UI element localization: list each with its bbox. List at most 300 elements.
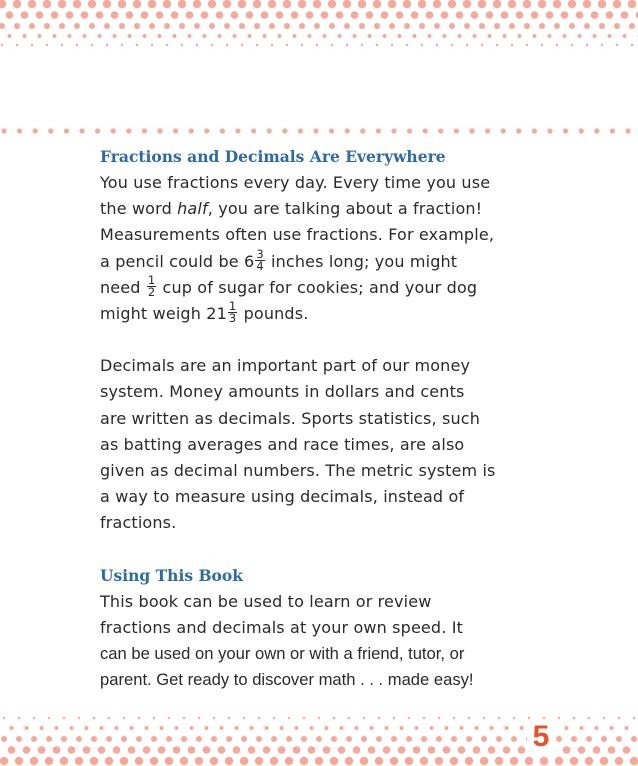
decorative-dot	[625, 726, 629, 730]
decorative-dot	[396, 11, 404, 19]
decorative-dot	[481, 44, 483, 46]
text-line: Decimals are an important part of our money	[100, 356, 471, 376]
decorative-dot	[149, 23, 155, 29]
decorative-dot	[254, 23, 260, 29]
fraction-one-half	[147, 272, 156, 299]
text-span: pounds.	[238, 304, 309, 324]
decorative-dot	[480, 757, 488, 765]
decorative-dot	[173, 128, 178, 133]
decorative-dot	[53, 34, 57, 38]
decorative-dot	[358, 0, 366, 8]
decorative-dot	[76, 44, 78, 46]
decorative-dot	[188, 34, 192, 38]
decorative-dot	[186, 11, 194, 19]
decorative-dot	[375, 757, 383, 765]
decorative-dot	[445, 726, 449, 730]
fraction-denominator: 2	[147, 284, 156, 299]
decorative-dot	[546, 11, 554, 19]
decorative-dot	[194, 23, 200, 29]
decorative-dot	[630, 757, 638, 765]
decorative-dot	[583, 0, 591, 8]
decorative-dot	[563, 746, 571, 754]
decorative-dot	[381, 11, 389, 19]
decorative-dot	[53, 746, 61, 754]
decorative-dot	[456, 11, 464, 19]
decorative-dot	[29, 23, 35, 29]
decorative-dot	[315, 757, 323, 765]
decorative-dot	[345, 757, 353, 765]
decorative-dot	[271, 44, 273, 46]
decorative-dot	[98, 34, 102, 38]
decorative-dot	[465, 757, 473, 765]
decorative-dot	[73, 0, 81, 8]
decorative-dot	[586, 736, 592, 742]
decorative-dot	[353, 34, 357, 38]
decorative-dot	[44, 23, 50, 29]
decorative-dot	[263, 34, 267, 38]
decorative-dot	[211, 736, 217, 742]
decorative-dot	[376, 736, 382, 742]
decorative-dot	[145, 726, 149, 730]
decorative-dot	[573, 717, 575, 719]
decorative-dot	[355, 726, 359, 730]
decorative-dot	[616, 736, 622, 742]
decorative-dot	[526, 44, 528, 46]
decorative-dot	[400, 726, 404, 730]
decorative-dot	[451, 44, 453, 46]
decorative-dot	[314, 23, 320, 29]
decorative-dot	[532, 128, 537, 133]
decorative-dot	[488, 34, 492, 38]
decorative-dot	[558, 717, 560, 719]
decorative-dot	[616, 44, 618, 46]
decorative-dot	[30, 757, 38, 765]
decorative-dot	[496, 44, 498, 46]
decorative-dot	[173, 746, 181, 754]
decorative-dot	[606, 11, 614, 19]
decorative-dot	[593, 34, 597, 38]
decorative-dot	[511, 736, 517, 742]
decorative-dot	[284, 23, 290, 29]
decorative-dot	[520, 726, 524, 730]
decorative-dot	[18, 717, 20, 719]
decorative-dot	[150, 757, 158, 765]
text-line: system. Money amounts in dollars and cents	[100, 382, 465, 402]
decorative-dot	[436, 44, 438, 46]
decorative-dot	[451, 736, 457, 742]
decorative-dot	[478, 0, 486, 8]
decorative-dot	[183, 717, 185, 719]
decorative-dot	[251, 128, 256, 133]
text-line: given as decimal numbers. The metric system is	[100, 461, 496, 481]
decorative-dot	[561, 11, 569, 19]
decorative-dot	[43, 0, 51, 8]
decorative-dot	[338, 34, 342, 38]
decorative-dot	[17, 128, 22, 133]
decorative-dot	[528, 717, 530, 719]
decorative-dot	[226, 736, 232, 742]
decorative-dot	[301, 736, 307, 742]
decorative-dot	[458, 746, 466, 754]
decorative-dot	[585, 757, 593, 765]
decorative-dot	[475, 726, 479, 730]
decorative-dot	[90, 757, 98, 765]
decorative-dot	[316, 736, 322, 742]
decorative-dot	[235, 128, 240, 133]
decorative-dot	[38, 746, 46, 754]
decorative-dot	[68, 746, 76, 754]
decorative-dot	[91, 736, 97, 742]
text-line: This book can be used to learn or review	[100, 591, 432, 611]
decorative-dot	[603, 717, 605, 719]
decorative-dot	[81, 11, 89, 19]
decorative-dot	[423, 128, 428, 133]
decorative-dot	[188, 746, 196, 754]
fraction-three-quarters	[255, 246, 264, 273]
decorative-dot	[166, 736, 172, 742]
decorative-dot	[554, 23, 560, 29]
decorative-dot	[138, 717, 140, 719]
decorative-dot	[158, 34, 162, 38]
decorative-dot	[181, 44, 183, 46]
decorative-dot	[0, 757, 8, 765]
decorative-dot	[225, 757, 233, 765]
decorative-dot	[433, 0, 441, 8]
decorative-dot	[498, 717, 500, 719]
decorative-dot	[454, 128, 459, 133]
decorative-dot	[196, 44, 198, 46]
decorative-dot	[351, 11, 359, 19]
decorative-dot	[265, 726, 269, 730]
decorative-dot	[346, 44, 348, 46]
decorative-dot	[368, 34, 372, 38]
decorative-dot	[153, 717, 155, 719]
decorative-dot	[106, 44, 108, 46]
decorative-dot	[190, 726, 194, 730]
text-line: as batting averages and race times, are also	[100, 434, 465, 454]
decorative-dot	[40, 726, 44, 730]
decorative-dot	[23, 34, 27, 38]
decorative-dot	[243, 717, 245, 719]
decorative-dot	[376, 44, 378, 46]
decorative-dot	[393, 717, 395, 719]
decorative-dot	[434, 23, 440, 29]
decorative-dot	[388, 0, 396, 8]
decorative-dot	[55, 726, 59, 730]
text-line: fractions.	[100, 513, 177, 533]
decorative-dot	[96, 11, 104, 19]
decorative-dot	[390, 757, 398, 765]
decorative-dot	[135, 757, 143, 765]
decorative-dot	[623, 34, 627, 38]
decorative-dot	[126, 128, 131, 133]
decorative-dot	[486, 11, 494, 19]
text-line	[100, 272, 550, 301]
decorative-dot	[391, 128, 396, 133]
decorative-dot	[428, 746, 436, 754]
decorative-dot	[599, 23, 605, 29]
middle-dot-divider	[0, 124, 638, 138]
decorative-dot	[111, 11, 119, 19]
decorative-dot	[61, 44, 63, 46]
decorative-dot	[79, 128, 84, 133]
section-heading-using-this-book: Using This Book	[100, 565, 243, 585]
decorative-dot	[151, 736, 157, 742]
decorative-dot	[418, 0, 426, 8]
decorative-dot	[267, 128, 272, 133]
decorative-dot	[175, 726, 179, 730]
decorative-dot	[313, 0, 321, 8]
decorative-dot	[338, 746, 346, 754]
decorative-dot	[428, 34, 432, 38]
decorative-dot	[331, 736, 337, 742]
decorative-dot	[258, 717, 260, 719]
decorative-dot	[64, 128, 69, 133]
decorative-dot	[105, 757, 113, 765]
decorative-dot	[423, 717, 425, 719]
decorative-dot	[83, 746, 91, 754]
decorative-dot	[361, 736, 367, 742]
decorative-dot	[333, 717, 335, 719]
decorative-dot	[48, 128, 53, 133]
decorative-dot	[75, 757, 83, 765]
decorative-dot	[458, 34, 462, 38]
paragraph-gap	[100, 327, 550, 353]
decorative-dot	[66, 11, 74, 19]
decorative-dot	[360, 757, 368, 765]
decorative-dot	[283, 0, 291, 8]
decorative-dot	[233, 34, 237, 38]
decorative-dot	[569, 23, 575, 29]
decorative-dot	[325, 726, 329, 730]
decorative-dot	[531, 11, 539, 19]
decorative-dot	[385, 726, 389, 730]
decorative-dot	[466, 736, 472, 742]
paragraph-decimals	[100, 353, 550, 536]
decorative-dot	[21, 11, 29, 19]
decorative-dot	[468, 717, 470, 719]
decorative-dot	[143, 34, 147, 38]
decorative-dot	[3, 717, 5, 719]
decorative-dot	[158, 746, 166, 754]
decorative-dot	[0, 23, 5, 29]
text-line	[100, 222, 550, 248]
decorative-dot	[121, 44, 123, 46]
decorative-dot	[485, 128, 490, 133]
decorative-dot	[344, 23, 350, 29]
decorative-dot	[168, 717, 170, 719]
decorative-dot	[98, 746, 106, 754]
decorative-dot	[363, 717, 365, 719]
decorative-dot	[1, 128, 6, 133]
decorative-dot	[58, 0, 66, 8]
decorative-dot	[263, 746, 271, 754]
text-span: a pencil could be 6	[100, 251, 255, 271]
decorative-dot	[74, 23, 80, 29]
decorative-dot	[348, 717, 350, 719]
decorative-dot	[441, 11, 449, 19]
fraction-denominator: 3	[228, 311, 237, 326]
decorative-dot	[625, 128, 630, 133]
decorative-dot	[601, 736, 607, 742]
decorative-dot	[501, 128, 506, 133]
decorative-dot	[89, 23, 95, 29]
decorative-dot	[631, 44, 633, 46]
decorative-dot	[104, 23, 110, 29]
decorative-dot	[420, 757, 428, 765]
decorative-dot	[303, 717, 305, 719]
decorative-dot	[248, 746, 256, 754]
decorative-dot	[588, 717, 590, 719]
decorative-dot	[340, 726, 344, 730]
decorative-dot	[298, 0, 306, 8]
decorative-dot	[565, 726, 569, 730]
decorative-dot	[193, 0, 201, 8]
decorative-dot	[166, 44, 168, 46]
decorative-dot	[23, 746, 31, 754]
decorative-dot	[171, 11, 179, 19]
decorative-dot	[540, 757, 548, 765]
decorative-dot	[14, 23, 20, 29]
decorative-dot	[248, 34, 252, 38]
decorative-dot	[411, 11, 419, 19]
decorative-dot	[0, 0, 6, 8]
decorative-dot	[469, 128, 474, 133]
decorative-dot	[238, 0, 246, 8]
decorative-dot	[610, 726, 614, 730]
decorative-dot	[548, 34, 552, 38]
text-line	[100, 301, 550, 327]
decorative-dot	[134, 23, 140, 29]
decorative-dot	[180, 757, 188, 765]
decorative-dot	[208, 0, 216, 8]
decorative-dot	[513, 717, 515, 719]
decorative-dot	[128, 746, 136, 754]
text-line: fractions and decimals at your own speed. It	[100, 617, 463, 637]
decorative-dot	[539, 23, 545, 29]
decorative-dot	[269, 23, 275, 29]
decorative-dot	[291, 11, 299, 19]
decorative-dot	[413, 34, 417, 38]
decorative-dot	[621, 11, 629, 19]
decorative-dot	[173, 34, 177, 38]
decorative-dot	[366, 11, 374, 19]
decorative-dot	[378, 717, 380, 719]
decorative-dot	[613, 0, 621, 8]
decorative-dot	[547, 128, 552, 133]
decorative-dot	[31, 44, 33, 46]
decorative-dot	[618, 717, 620, 719]
text-span: need	[100, 277, 146, 297]
decorative-dot	[141, 11, 149, 19]
decorative-dot	[421, 44, 423, 46]
decorative-dot	[205, 726, 209, 730]
decorative-dot	[59, 23, 65, 29]
decorative-dot	[282, 128, 287, 133]
decorative-dot	[608, 34, 612, 38]
decorative-dot	[556, 736, 562, 742]
decorative-dot	[405, 757, 413, 765]
decorative-dot	[415, 726, 419, 730]
decorative-dot	[586, 44, 588, 46]
decorative-dot	[220, 726, 224, 730]
decorative-dot	[331, 44, 333, 46]
decorative-dot	[503, 34, 507, 38]
decorative-dot	[220, 128, 225, 133]
decorative-dot	[123, 717, 125, 719]
decorative-dot	[308, 746, 316, 754]
decorative-dot	[463, 0, 471, 8]
decorative-dot	[453, 717, 455, 719]
decorative-dot	[240, 757, 248, 765]
decorative-dot	[164, 23, 170, 29]
decorative-dot	[295, 726, 299, 730]
decorative-dot	[196, 736, 202, 742]
decorative-dot	[46, 736, 52, 742]
decorative-dot	[430, 726, 434, 730]
decorative-dot	[383, 746, 391, 754]
decorative-dot	[518, 34, 522, 38]
decorative-dot	[368, 746, 376, 754]
decorative-dot	[628, 0, 636, 8]
decorative-dot	[516, 11, 524, 19]
decorative-dot	[276, 11, 284, 19]
section-heading-fractions-decimals: Fractions and Decimals Are Everywhere	[100, 147, 446, 166]
decorative-dot	[406, 44, 408, 46]
text-line	[100, 196, 550, 222]
text-line: can be used on your own or with a friend, tutor, or	[100, 644, 465, 664]
page-number: 5	[527, 720, 555, 754]
decorative-dot	[156, 11, 164, 19]
decorative-dot	[479, 23, 485, 29]
decorative-dot	[270, 757, 278, 765]
decorative-dot	[233, 746, 241, 754]
decorative-dot	[235, 726, 239, 730]
decorative-dot	[488, 746, 496, 754]
decorative-dot	[593, 746, 601, 754]
decorative-dot	[408, 717, 410, 719]
decorative-dot	[239, 23, 245, 29]
decorative-dot	[503, 746, 511, 754]
decorative-dot	[481, 736, 487, 742]
decorative-dot	[310, 726, 314, 730]
decorative-dot	[148, 0, 156, 8]
decorative-dot	[241, 44, 243, 46]
decorative-dot	[165, 757, 173, 765]
decorative-dot	[435, 757, 443, 765]
decorative-dot	[329, 128, 334, 133]
decorative-dot	[130, 726, 134, 730]
decorative-dot	[553, 0, 561, 8]
decorative-dot	[318, 717, 320, 719]
text-span: , you are talking about a fraction!	[207, 199, 483, 219]
decorative-dot	[76, 736, 82, 742]
text-line: parent. Get ready to discover math . . . made easy!	[100, 670, 474, 690]
decorative-dot	[383, 34, 387, 38]
decorative-dot	[330, 757, 338, 765]
decorative-dot	[538, 0, 546, 8]
decorative-dot	[301, 44, 303, 46]
decorative-dot	[598, 0, 606, 8]
decorative-dot	[376, 128, 381, 133]
paragraph-gap	[100, 537, 550, 563]
decorative-dot	[286, 44, 288, 46]
decorative-dot	[460, 726, 464, 730]
decorative-dot	[570, 757, 578, 765]
decorative-dot	[321, 11, 329, 19]
decorative-dot	[8, 746, 16, 754]
decorative-dot	[13, 0, 21, 8]
